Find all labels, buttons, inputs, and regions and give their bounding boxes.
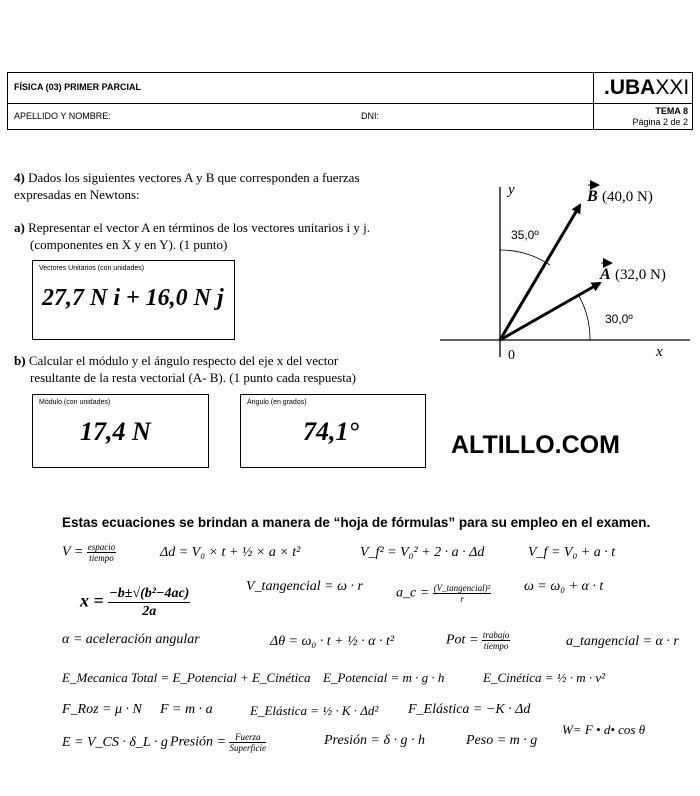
formula-sheet-title: Estas ecuaciones se brindan a manera de “hoja de fórmulas” para su empleo en el examen. [62, 515, 651, 530]
logo-main: .UBA [604, 76, 656, 99]
unit-vector-label: Vectores Unitarios (con unidades) [39, 265, 145, 272]
exam-header [7, 72, 693, 130]
part-b-line-1: Calcular el módulo y el ángulo respecto del eje x del vector [28, 353, 339, 368]
modulo-value: 17,4 N [80, 417, 151, 446]
centripetal-numerator: (V_tangencial)² [433, 583, 491, 593]
power-fraction [482, 630, 511, 651]
formula-hydrostatic-pressure: Presión = δ · g · h [324, 733, 425, 748]
formula-quadratic [80, 585, 190, 620]
vector-a-label: A [600, 266, 611, 283]
vector-a-value: (32,0 N) [615, 267, 666, 283]
formula-displacement: Δd = V₀ × t + ½ × a × t² [160, 545, 301, 560]
name-label: APELLIDO Y NOMBRE: [14, 111, 111, 121]
formula-friction: F_Roz = μ · N [62, 702, 142, 717]
centripetal-fraction [433, 583, 492, 604]
formula-potential-energy: E_Potencial = m · g · h [323, 670, 445, 685]
question-b [14, 352, 428, 386]
formula-kinetic-energy: E_Cinética = ½ · m · v² [483, 670, 606, 685]
angle-b-arc [500, 250, 550, 265]
formula-newton-second: F = m · a [160, 702, 213, 717]
centripetal-lhs: a_c = [396, 585, 430, 601]
part-b-line-2: resultante de la resta vectorial (A- B). (1 punto cada respuesta) [30, 370, 356, 385]
angulo-answer-box [240, 394, 426, 468]
pressure-fraction [229, 732, 266, 753]
angle-a-label: 30,0º [605, 312, 633, 326]
modulo-answer-box [32, 394, 209, 468]
formula-elastic-force: F_Elástica = −K · Δd [408, 702, 531, 717]
page-number: Página 2 de 2 [632, 117, 688, 127]
angulo-value: 74,1° [303, 417, 359, 446]
power-lhs: Pot = [446, 632, 479, 648]
part-a-label: a) [14, 220, 25, 235]
y-axis-label: y [508, 182, 515, 198]
vector-b-value: (40,0 N) [602, 189, 653, 205]
header-vertical-divider [593, 73, 594, 130]
part-b-label: b) [14, 353, 26, 368]
question-intro [14, 169, 428, 203]
x-axis-label: x [656, 344, 663, 360]
quadratic-numerator: −b±√(b²−4ac) [109, 586, 190, 601]
unit-vector-answer-box [32, 260, 235, 340]
formula-alpha: α = aceleración angular [62, 632, 200, 647]
formula-pressure [170, 732, 266, 753]
formula-delta-theta: Δθ = ω₀ · t + ½ · α · t² [270, 634, 395, 649]
formula-velocity [62, 542, 116, 563]
vector-b-label: B [587, 188, 598, 205]
vector-b-arrow [500, 205, 580, 340]
pressure-lhs: Presión = [170, 734, 226, 750]
formula-omega: ω = ω₀ + α · t [524, 579, 604, 594]
quadratic-lhs: x = [80, 590, 104, 611]
vector-diagram [440, 175, 698, 370]
angle-b-label: 35,0º [511, 228, 539, 242]
uba-logo [604, 76, 689, 100]
velocity-lhs: V = [62, 544, 84, 560]
quadratic-denominator: 2a [142, 604, 157, 619]
vector-a-arrow [500, 283, 600, 340]
intro-line-2: expresadas en Newtons: [14, 187, 140, 202]
part-a-line-2: (componentes en X y en Y). (1 punto) [30, 237, 228, 252]
formula-a-tangential: a_tangencial = α · r [566, 634, 679, 649]
formula-energy-vcs: E = V_CS · δ_L · g [62, 735, 168, 750]
formula-elastic-energy: E_Elástica = ½ · K · Δd² [250, 703, 379, 718]
formula-power [446, 630, 510, 651]
formula-vf: V_f = V₀ + a · t [528, 545, 616, 560]
logo-suffix: XXI [655, 76, 690, 99]
pressure-denominator: Superficie [229, 743, 266, 753]
power-denominator: tiempo [483, 641, 509, 651]
question-number: 4) [14, 170, 25, 185]
angulo-label: Ángulo (en grados) [247, 399, 307, 406]
power-numerator: trabajo [482, 630, 510, 640]
intro-line-1: Dados los siguientes vectores A y B que corresponden a fuerzas [28, 170, 360, 185]
velocity-denominator: tiempo [89, 553, 114, 563]
part-a-line-1: Representar el vector A en términos de los vectores unitarios i y j. [28, 220, 370, 235]
tema-label: TEMA 8 [655, 106, 688, 116]
velocity-numerator: espacio [87, 542, 116, 552]
dni-label: DNI: [361, 111, 379, 121]
formula-vf-squared: V_f² = V₀² + 2 · a · Δd [360, 545, 485, 560]
exam-title: FÍSICA (03) PRIMER PARCIAL [14, 82, 142, 92]
question-a [14, 219, 428, 253]
centripetal-denominator: r [460, 594, 464, 604]
formula-work: W= F • d• cos θ [562, 722, 646, 737]
formula-v-tangential: V_tangencial = ω · r [246, 579, 363, 594]
formula-mechanical-energy: E_Mecanica Total = E_Potencial + E_Cinética [62, 670, 311, 685]
origin-label: 0 [508, 348, 515, 363]
velocity-fraction [87, 542, 117, 563]
formula-centripetal [396, 583, 491, 604]
modulo-label: Módulo (con unidades) [39, 399, 111, 406]
unit-vector-value: 27,7 N i + 16,0 N j [42, 285, 224, 311]
formula-weight: Peso = m · g [466, 733, 538, 748]
angle-a-arc [579, 296, 590, 340]
altillo-watermark: ALTILLO.COM [451, 431, 620, 459]
pressure-numerator: Fuerza [229, 732, 266, 743]
quadratic-fraction [108, 585, 190, 620]
